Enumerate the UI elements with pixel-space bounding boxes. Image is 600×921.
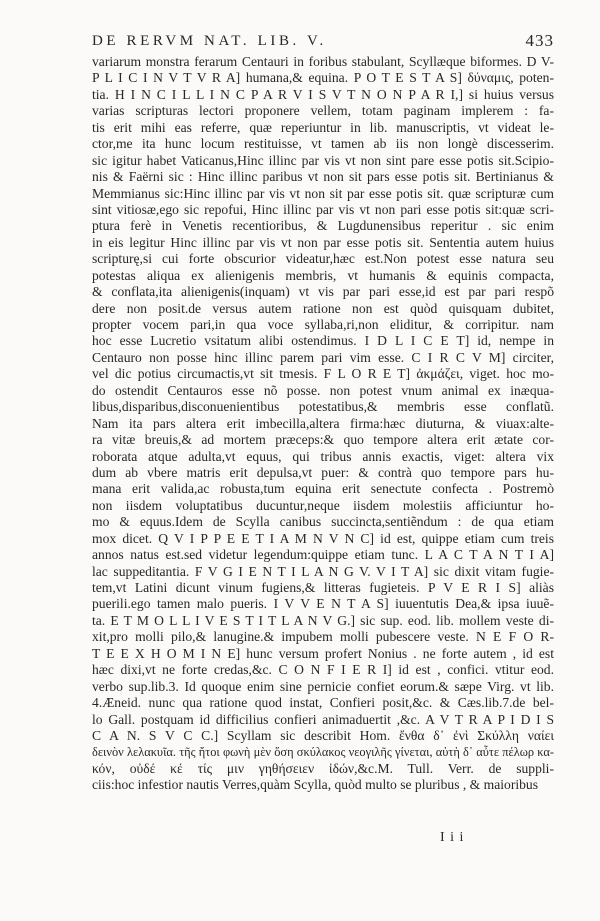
text-line: ra vitæ breuis,& ad mortem præceps:& quo tempore altera erit ætate cor- <box>92 432 554 448</box>
text-line: & conflata,ita alienigenis(inquam) vt vis par pari esse,id est par pari respõ <box>92 284 554 300</box>
text-line: Nam ita pars altera erit imbecilla,altera firma:hæc diuturna, & viuax:alte- <box>92 415 554 431</box>
text-line: do ostendit Centauros esse nõ posse. non potest vnum animal ex inæqua- <box>92 382 554 398</box>
text-line: δεινὸν λελακυῖα. τῆς ἤτοι φωνὴ μὲν ὅση σκύλακος νεογιλῆς γίνεται, αὐτὴ δ᾽ αὖτε πέλωρ κα- <box>92 745 554 760</box>
text-line: T E E X H O M I N E] hunc versum profert Nonius . ne forte autem , id est <box>92 645 554 661</box>
text-line: dere non posit.de versus autem ratione non est quòd quisquam dubitet, <box>92 300 554 316</box>
text-line: annos natus est.sed videtur legendum:quippe etiam tunc. L A C T A N T I A] <box>92 547 554 563</box>
text-line: potestas aliqua ex alienigenis membris, vt humanis & equinis compacta, <box>92 267 554 283</box>
text-line: lac suppeditantia. F V G I E N T I L A N G V. V I T A] sic dixit vitam fugie- <box>92 563 554 579</box>
text-line: mana erit valida,ac robusta,tum equina erit senectute confecta . Postremò <box>92 481 554 497</box>
text-line: variarum monstra ferarum Centauri in foribus stabulant, Scyllæque biformes. D V- <box>92 54 554 69</box>
text-line: lo Gall. postquam id difficilius confieri animaduertit ,&c. A V T R A P I D I S <box>92 711 554 727</box>
text-line: 4.Æneid. nunc qua ratione quod instat, Confieri posit,&c. & Cæs.lib.7.de bel- <box>92 695 554 711</box>
text-line: verbo sup.lib.3. Id quoque enim sine pernicie confiet eorum.& sæpe Virg. vt lib. <box>92 678 554 694</box>
text-line: C A N. S V C C.] Scyllam sic describit Hom. ἔνθα δ᾽ ἐνὶ Σκύλλη ναίει <box>92 727 554 743</box>
text-line: varias scripturas lectori proponere vellem, totam paginam implerem : fa- <box>92 103 554 119</box>
text-line: vel dic potius circumactis,vt sit tmesis. F L O R E T] ἀκμάζει, viget. hoc mo- <box>92 366 554 382</box>
text-line: P L I C I N V T V R A] humana,& equina. P O T E S T A S] δύναμις, poten- <box>92 70 554 86</box>
page-header <box>92 33 554 53</box>
text-line: ta. E T M O L L I V E S T I T L A N V G.] sic sup. eod. lib. mollem veste di- <box>92 612 554 628</box>
text-line: mox dicet. Q V I P P E E T I A M N V N C] id est, quippe etiam cum treis <box>92 530 554 546</box>
text-line: Memmianus sic:Hinc illinc par vis vt non sit par esse potis sit. quæ scripturæ cum <box>92 185 554 201</box>
text-line: ctor,me ita hunc locum restituisse, vt tamen ab iis non longè discesserim. <box>92 136 554 152</box>
text-line: hæc dixi,vt ne forte credas,&c. C O N F I E R I] id est , confici. vtitur eod. <box>92 662 554 678</box>
running-head: DE RERVM NAT. LIB. V. <box>92 33 327 49</box>
text-line: hoc esse Lucretio vsitatum alibi ostendimus. I D L I C E T] id, nempe in <box>92 333 554 349</box>
text-line: mo & equus.Idem de Scylla canibus succincta,sentiẽndum : de qua etiam <box>92 514 554 530</box>
text-line: roborata atque adulta,vt equus, qui tribus annis exactis, viget: altera vix <box>92 448 554 464</box>
text-line: non iisdem voluptatibus ducuntur,neque iisdem molestiis afficiuntur ho- <box>92 497 554 513</box>
text-line: puerili.ego tamen malo pueris. I V V E N T A S] iuuentutis Dea,& ipsa iuuẽ- <box>92 596 554 612</box>
commentary-text <box>92 54 554 794</box>
text-line: tis erit mihi eas referre, quæ reperiuntur in lib. manuscriptis, vt videat le- <box>92 119 554 135</box>
text-line: nis & Faërni sic : Hinc illinc paribus vt non sit pars esse potis sit. Bertinianus & <box>92 169 554 185</box>
text-line: xit,pro molli pilo,& lanugine.& impubem molli pubescere veste. N E F O R- <box>92 629 554 645</box>
text-line: κόν, οὐδέ κέ τίς μιν γηθήσειεν ἰδών,&c.M. Tull. Verr. de suppli- <box>92 760 554 776</box>
text-line: dum ab vbere matris erit depulsa,vt puer: & contrà quo tempore pars hu- <box>92 464 554 480</box>
text-line: sic igitur habet Vaticanus,Hinc illinc par vis vt non sint pare esse potis sit.Scipio- <box>92 152 554 168</box>
text-line: scripturę,si cui forte obscurior videatur,hæc est.Non potest esse natura seu <box>92 251 554 267</box>
text-line: in eis legitur Hinc illinc par vis vt non par esse potis sit. Sententia autem huius <box>92 234 554 250</box>
text-line: libus,disparibus,disconuenientibus potestatibus,& membris esse conflatũ. <box>92 399 554 415</box>
text-line: tia. H I N C I L L I N C P A R V I S V T N O N P A R I,] si huius versus <box>92 86 554 102</box>
text-line: propter vocem pari,in qua voce syllaba,ri,non eliditur, & corripitur. nam <box>92 317 554 332</box>
text-line: ciis:hoc infestior nautis Verres,quàm Scylla, quòd multo se pluribus , & maioribus <box>92 777 539 793</box>
signature-mark: I i i <box>440 830 465 845</box>
text-line: tem,vt Latini dicunt vinum fugiens,& litteras fugieteis. P V E R I S] aliàs <box>92 580 554 595</box>
page-number: 433 <box>525 31 554 50</box>
text-line: Centauro non posse hinc illinc parem pari vim esse. C I R C V M] circiter, <box>92 349 554 365</box>
text-line: sint vitiosæ,ego sic repofui, Hinc illinc par vis vt non pari esse potis sit:quæ scri- <box>92 201 554 217</box>
text-line: ptura ferè in Venetis recentioribus, & Lugdunensibus reperitur . sic enim <box>92 218 554 234</box>
